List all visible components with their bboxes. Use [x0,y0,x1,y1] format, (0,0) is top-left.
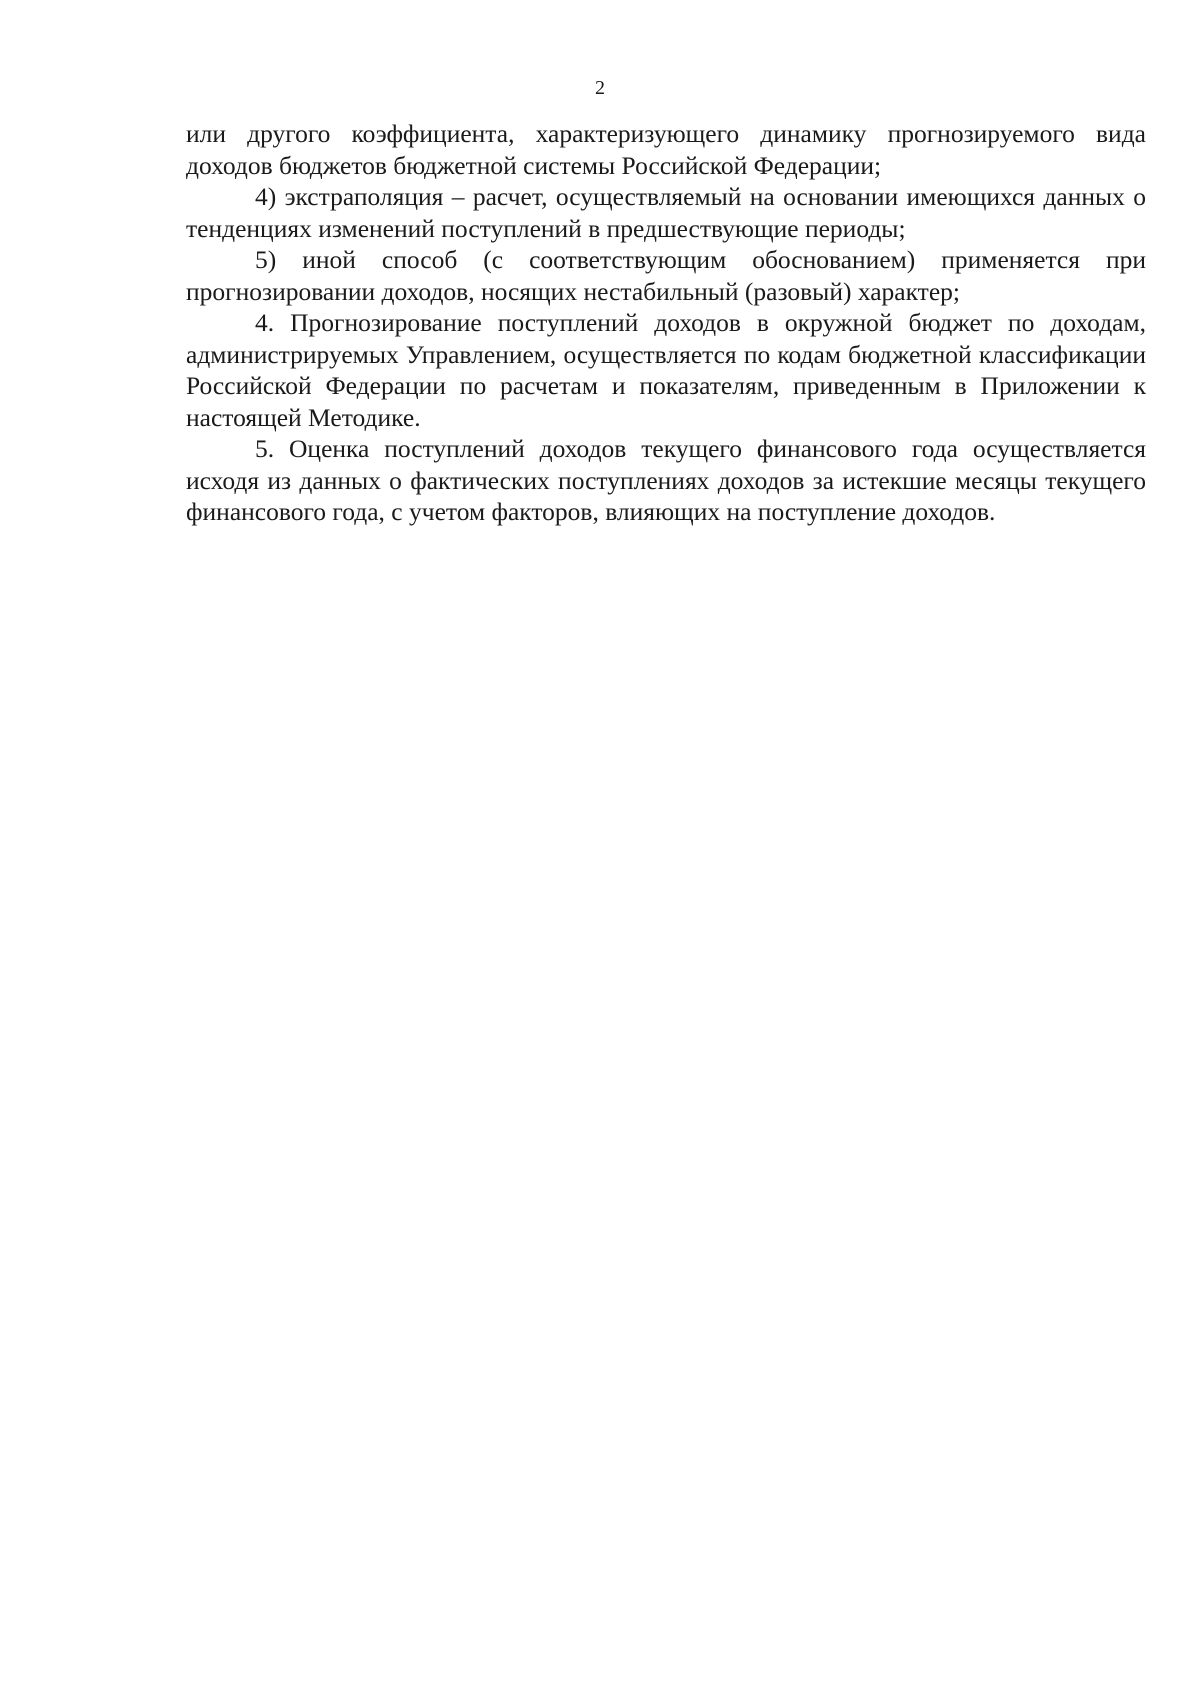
paragraph-section-5: 5. Оценка поступлений доходов текущего финансового года осуществляется исходя из данных о фактических поступлениях доходов за истекшие месяцы текущего финансового года, с учетом факторов, влияющих на поступление доходов. [186,434,1146,526]
document-body [186,118,1146,528]
paragraph-item-4-extrapolation: 4) экстраполяция – расчет, осуществляемый на основании имеющихся данных о тенденциях изменений поступлений в предшествующие периоды; [186,182,1146,243]
paragraph-item-5-other-method: 5) иной способ (с соответствующим обоснованием) применяется при прогнозировании доходов, носящих нестабильный (разовый) характер; [186,245,1146,306]
paragraph-continuation: или другого коэффициента, характеризующего динамику прогнозируемого вида доходов бюджетов бюджетной системы Российской Федерации; [186,119,1146,180]
page-number: 2 [595,77,605,99]
paragraph-section-4: 4. Прогнозирование поступлений доходов в окружной бюджет по доходам, администрируемых Управлением, осуществляется по кодам бюджетной классификации Российской Федерации по расчетам и показателям, приведенным в Приложении к настоящей Методике. [186,308,1146,432]
